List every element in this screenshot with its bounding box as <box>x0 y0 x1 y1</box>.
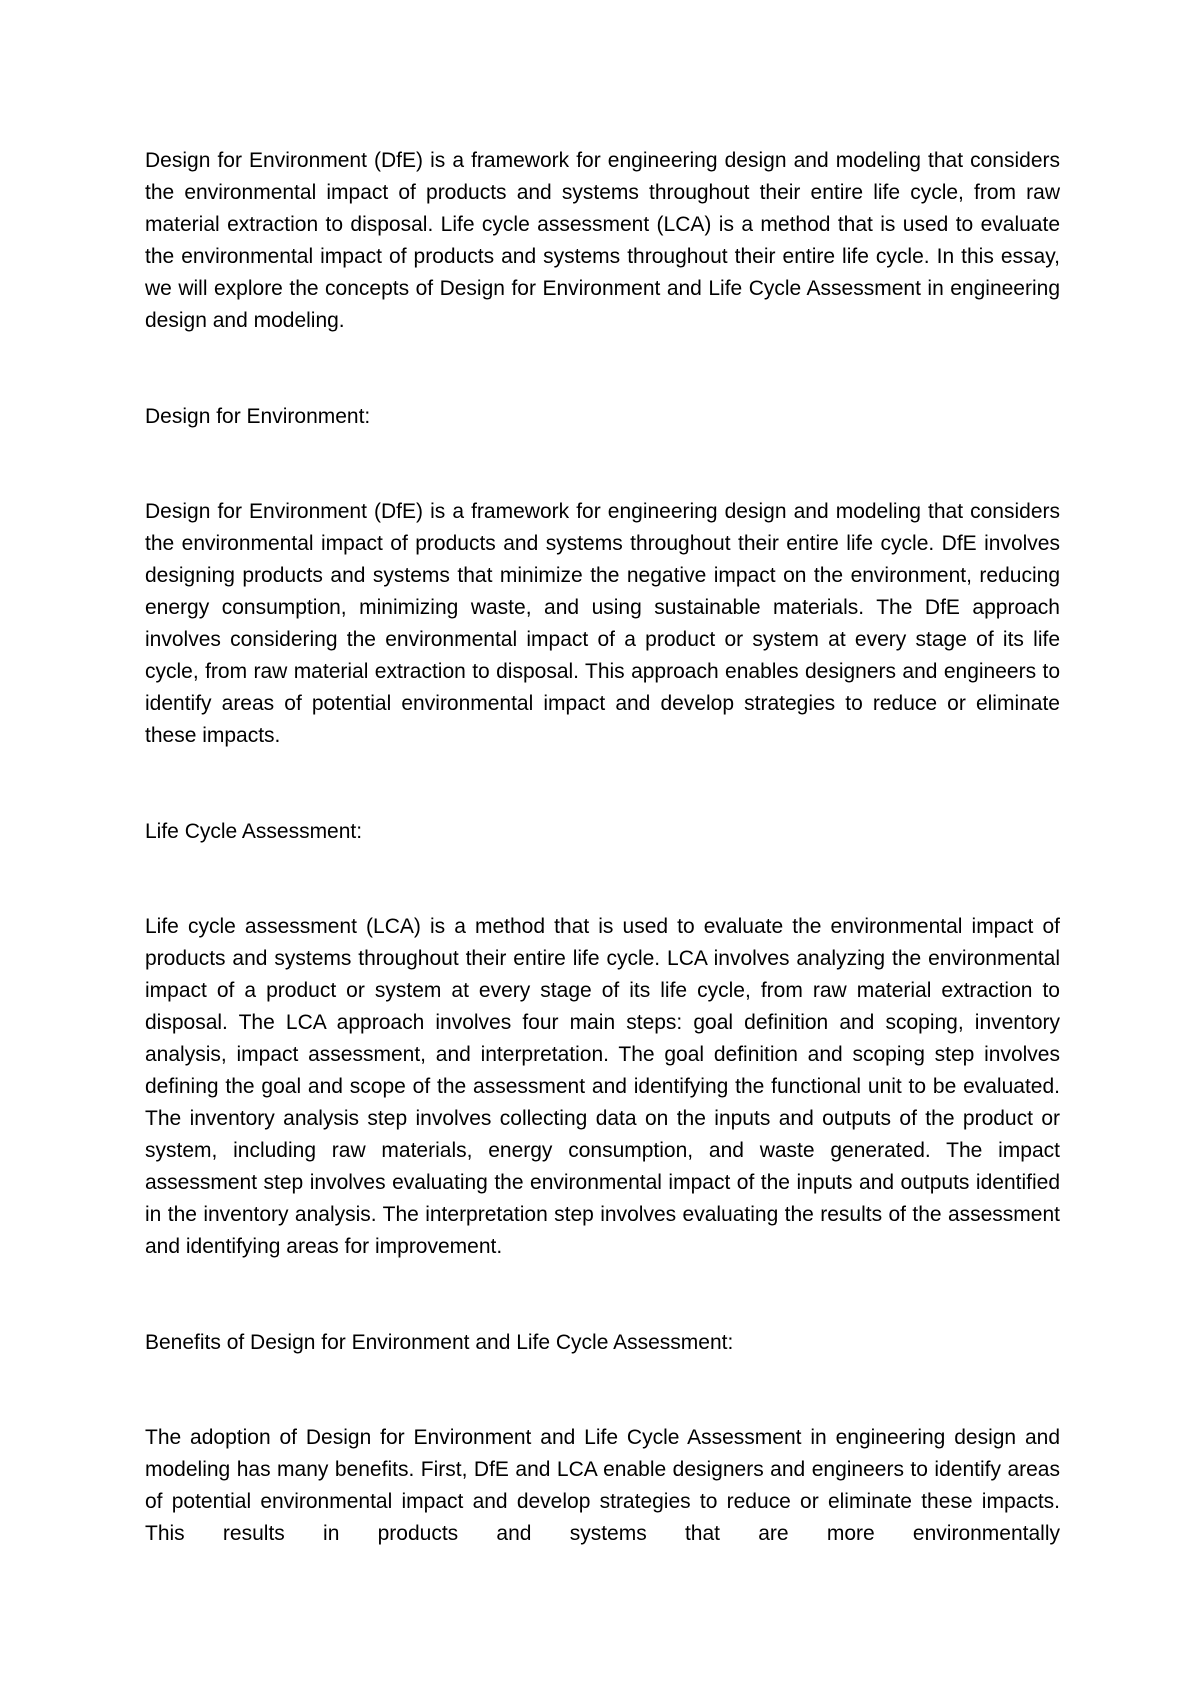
section-body-benefits: The adoption of Design for Environment and Life Cycle Assessment in engineering design and modeling has many benefits. First, DfE and LCA enable designers and engineers to identify areas of potential environmental impact and develop strategies to reduce or eliminate these impacts. This results in products and systems that are more environmentally <box>145 1426 1060 1545</box>
intro-paragraph: Design for Environment (DfE) is a framework for engineering design and modeling that considers the environmental impact of products and systems throughout their entire life cycle, from raw material extraction to disposal. Life cycle assessment (LCA) is a method that is used to evaluate the environmental impact of products and systems throughout their entire life cycle. In this essay, we will explore the concepts of Design for Environment and Life Cycle Assessment in engineering design and modeling. <box>145 149 1060 332</box>
section-heading-design-for-environment: Design for Environment: <box>145 405 371 428</box>
section-body-life-cycle-assessment: Life cycle assessment (LCA) is a method that is used to evaluate the environmental impact of products and systems throughout their entire life cycle. LCA involves analyzing the environmental impact of a product or system at every stage of its life cycle, from raw material extraction to disposal. The LCA approach involves four main steps: goal definition and scoping, inventory analysis, impact assessment, and interpretation. The goal definition and scoping step involves defining the goal and scope of the assessment and identifying the functional unit to be evaluated. The inventory analysis step involves collecting data on the inputs and outputs of the product or system, including raw materials, energy consumption, and waste generated. The impact assessment step involves evaluating the environmental impact of the inputs and outputs identified in the inventory analysis. The interpretation step involves evaluating the results of the assessment and identifying areas for improvement. <box>145 915 1060 1258</box>
section-body-design-for-environment: Design for Environment (DfE) is a framework for engineering design and modeling that considers the environmental impact of products and systems throughout their entire life cycle. DfE involves designing products and systems that minimize the negative impact on the environment, reducing energy consumption, minimizing waste, and using sustainable materials. The DfE approach involves considering the environmental impact of a product or system at every stage of its life cycle, from raw material extraction to disposal. This approach enables designers and engineers to identify areas of potential environmental impact and develop strategies to reduce or eliminate these impacts. <box>145 500 1060 747</box>
section-heading-benefits: Benefits of Design for Environment and Life Cycle Assessment: <box>145 1331 734 1354</box>
section-heading-life-cycle-assessment: Life Cycle Assessment: <box>145 820 363 843</box>
document-body <box>145 145 1060 1550</box>
